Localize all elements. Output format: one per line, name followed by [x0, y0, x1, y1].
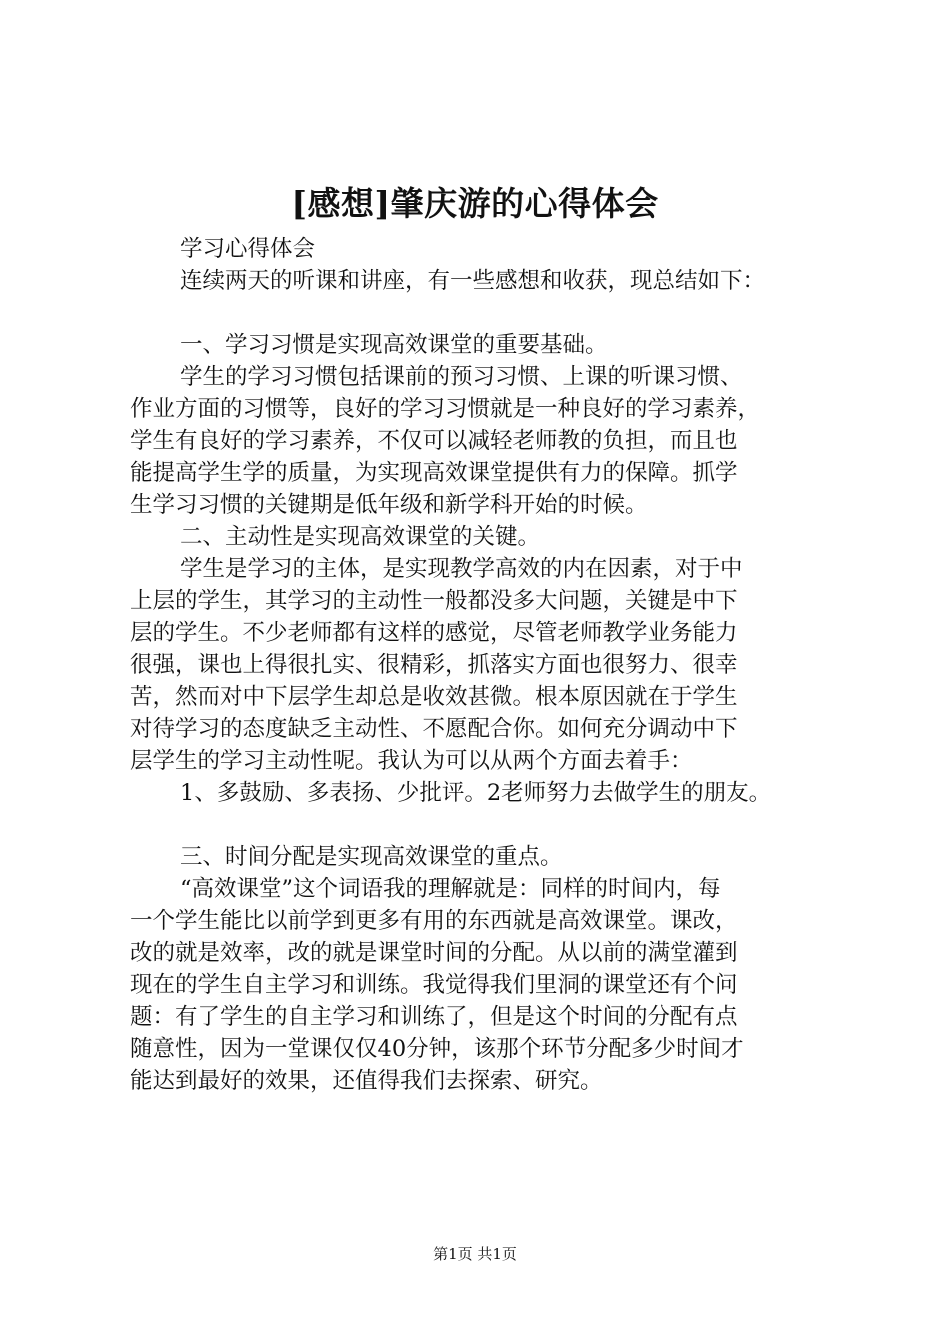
paragraph-line: 很强，课也上得很扎实、很精彩，抓落实方面也很努力、很幸: [130, 652, 738, 678]
paragraph-line: 层学生的学习主动性呢。我认为可以从两个方面去着手：: [130, 748, 693, 774]
paragraph-line: 上层的学生，其学习的主动性一般都没多大问题，关键是中下: [130, 588, 738, 614]
section-heading: 三、时间分配是实现高效课堂的重点。: [180, 844, 563, 870]
paragraph-line: 随意性，因为一堂课仅仅40分钟，该那个环节分配多少时间才: [130, 1036, 744, 1062]
paragraph-line: 作业方面的习惯等，良好的学习习惯就是一种良好的学习素养，: [130, 396, 761, 422]
paragraph-line: 层的学生。不少老师都有这样的感觉，尽管老师教学业务能力: [130, 620, 738, 646]
section-heading: 二、主动性是实现高效课堂的关键。: [180, 524, 541, 550]
paragraph-line: 改的就是效率，改的就是课堂时间的分配。从以前的满堂灌到: [130, 940, 738, 966]
paragraph-line: 现在的学生自主学习和训练。我觉得我们里洞的课堂还有个问: [130, 972, 738, 998]
paragraph-line: 学习心得体会: [180, 236, 316, 262]
paragraph-line: 生学习习惯的关键期是低年级和新学科开始的时候。: [130, 492, 648, 518]
document-body: [130, 233, 846, 1097]
paragraph-line: 学生的学习习惯包括课前的预习习惯、上课的听课习惯、: [180, 364, 743, 390]
page-footer: 第1页 共1页: [433, 1245, 517, 1263]
paragraph-line: 对待学习的态度缺乏主动性、不愿配合你。如何充分调动中下: [130, 716, 738, 742]
section-heading: 一、学习习惯是实现高效课堂的重要基础。: [180, 332, 608, 358]
paragraph-line: 苦，然而对中下层学生却总是收效甚微。根本原因就在于学生: [130, 684, 738, 710]
paragraph-line: 连续两天的听课和讲座，有一些感想和收获，现总结如下：: [180, 268, 766, 294]
paragraph-line: 学生有良好的学习素养，不仅可以减轻老师教的负担，而且也: [130, 428, 738, 454]
blank-line: [130, 809, 846, 841]
paragraph-line: 能提高学生学的质量，为实现高效课堂提供有力的保障。抓学: [130, 460, 738, 486]
paragraph-line: 一个学生能比以前学到更多有用的东西就是高效课堂。课改，: [130, 908, 738, 934]
paragraph-line: 1、多鼓励、多表扬、少批评。2老师努力去做学生的朋友。: [180, 780, 772, 806]
paragraph-line: 学生是学习的主体，是实现教学高效的内在因素，对于中: [180, 556, 743, 582]
paragraph-line: “高效课堂”这个词语我的理解就是：同样的时间内，每: [180, 876, 721, 902]
paragraph-line: 题：有了学生的自主学习和训练了，但是这个时间的分配有点: [130, 1004, 738, 1030]
paragraph-line: 能达到最好的效果，还值得我们去探索、研究。: [130, 1068, 603, 1094]
document-title: [感想]肇庆游的心得体会: [291, 184, 659, 223]
blank-line: [130, 297, 846, 329]
